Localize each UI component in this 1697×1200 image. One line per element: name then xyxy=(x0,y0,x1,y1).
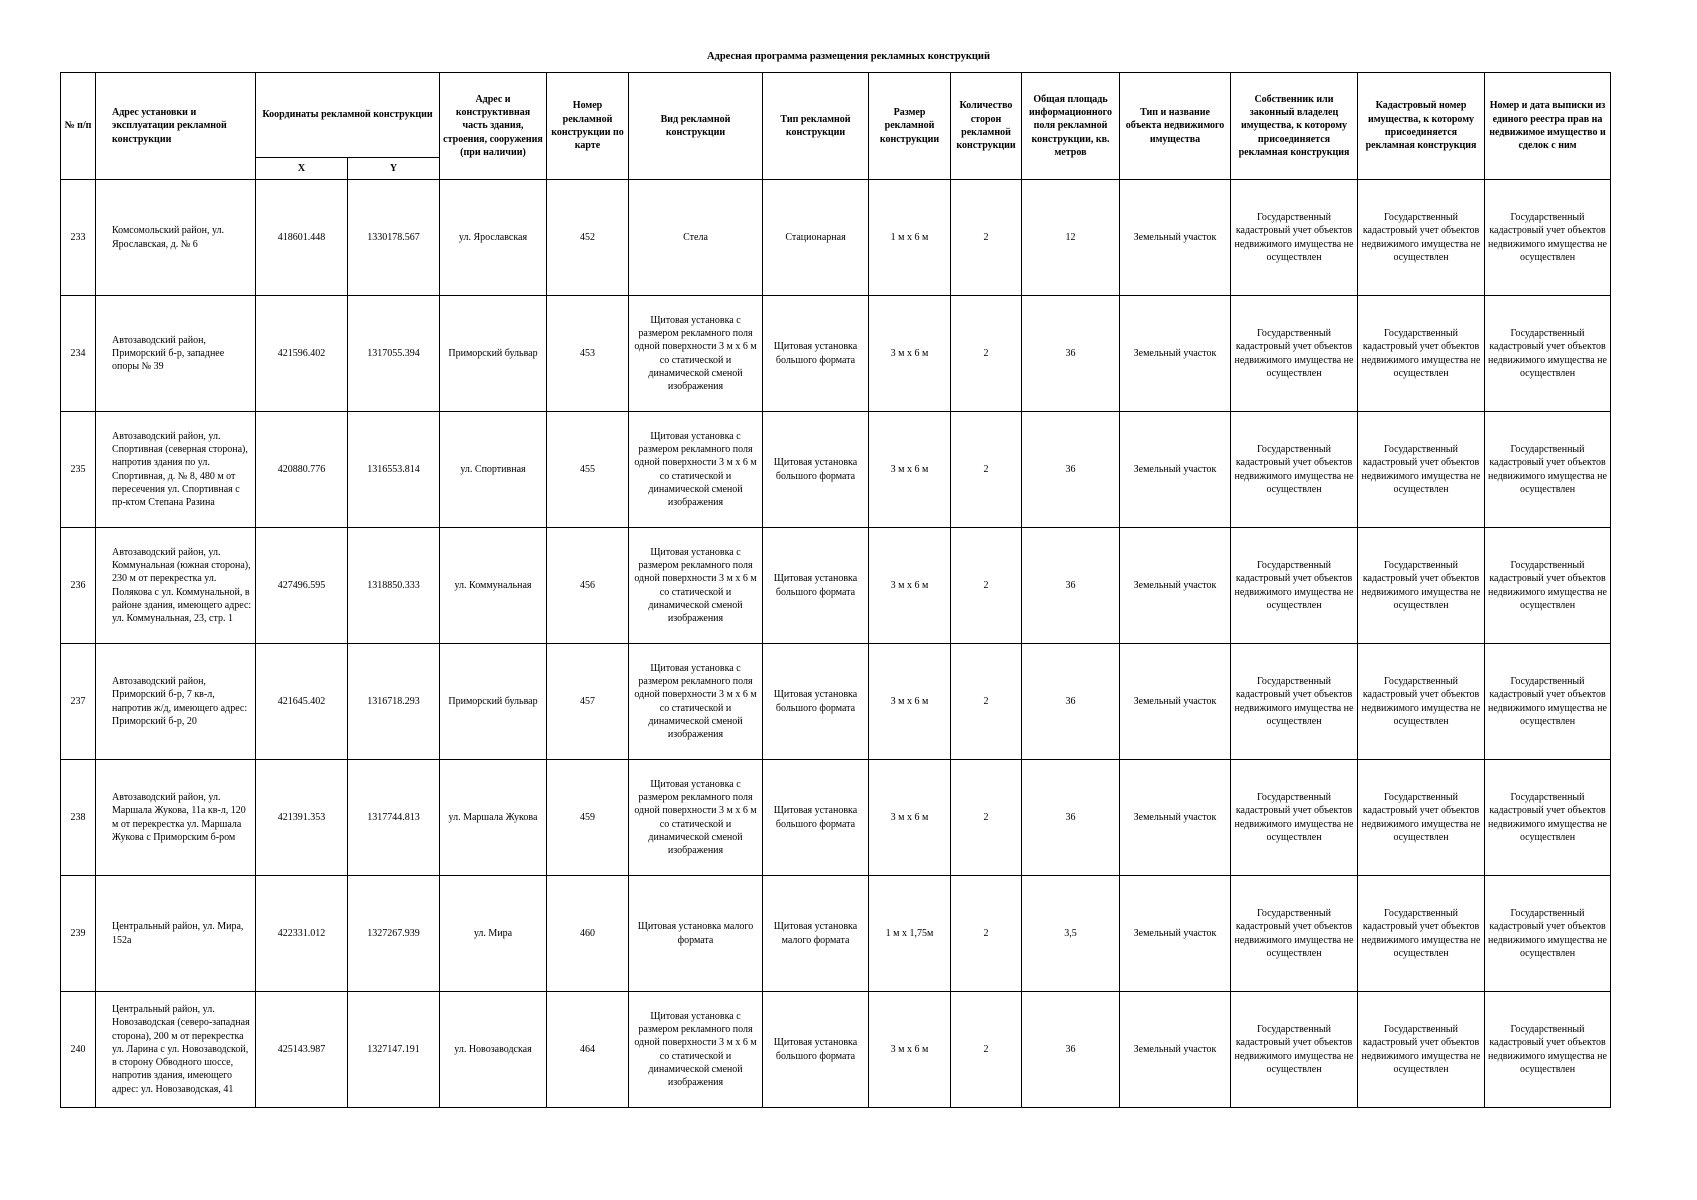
cell-owner: Государственный кадастровый учет объектов недвижимого имущества не осуществлен xyxy=(1231,296,1358,412)
cell-map-no: 457 xyxy=(547,644,629,760)
cell-building: ул. Спортивная xyxy=(440,412,547,528)
header-address: Адрес установки и эксплуатации рекламной конструкции xyxy=(96,73,256,180)
cell-y: 1316553.814 xyxy=(348,412,440,528)
cell-area: 36 xyxy=(1022,296,1120,412)
cell-y: 1318850.333 xyxy=(348,528,440,644)
header-building: Адрес и конструктивная часть здания, строения, сооружения (при наличии) xyxy=(440,73,547,180)
cell-type: Щитовая установка большого формата xyxy=(763,412,869,528)
cell-cadastral: Государственный кадастровый учет объектов недвижимого имущества не осуществлен xyxy=(1358,644,1485,760)
table-row xyxy=(61,180,1611,296)
cell-sides: 2 xyxy=(951,412,1022,528)
cell-building: ул. Ярославская xyxy=(440,180,547,296)
cell-area: 36 xyxy=(1022,412,1120,528)
cell-size: 1 м х 6 м xyxy=(869,180,951,296)
cell-address: Автозаводский район, Приморский б-р, западнее опоры № 39 xyxy=(96,296,256,412)
cell-object: Земельный участок xyxy=(1120,180,1231,296)
header-sides: Количество сторон рекламной конструкции xyxy=(951,73,1022,180)
cell-extract: Государственный кадастровый учет объектов недвижимого имущества не осуществлен xyxy=(1485,412,1611,528)
cell-extract: Государственный кадастровый учет объектов недвижимого имущества не осуществлен xyxy=(1485,644,1611,760)
cell-owner: Государственный кадастровый учет объектов недвижимого имущества не осуществлен xyxy=(1231,644,1358,760)
cell-address: Центральный район, ул. Мира, 152а xyxy=(96,876,256,992)
cell-x: 421596.402 xyxy=(256,296,348,412)
cell-kind: Щитовая установка с размером рекламного поля одной поверхности 3 м х 6 м со статической и динамической сменой изображения xyxy=(629,992,763,1108)
cell-size: 3 м х 6 м xyxy=(869,760,951,876)
cell-area: 36 xyxy=(1022,644,1120,760)
cell-sides: 2 xyxy=(951,644,1022,760)
cell-map-no: 456 xyxy=(547,528,629,644)
cell-area: 3,5 xyxy=(1022,876,1120,992)
cell-type: Щитовая установка большого формата xyxy=(763,992,869,1108)
cell-cadastral: Государственный кадастровый учет объектов недвижимого имущества не осуществлен xyxy=(1358,528,1485,644)
cell-owner: Государственный кадастровый учет объектов недвижимого имущества не осуществлен xyxy=(1231,412,1358,528)
cell-type: Стационарная xyxy=(763,180,869,296)
advertising-structures-table xyxy=(60,72,1611,1108)
cell-address: Центральный район, ул. Новозаводская (северо-западная сторона), 200 м от перекрестка ул. Ларина с ул. Новозаводской, в сторону Обводного шоссе, напротив здания, имеющего адрес: ул. Новозаводская, 41 xyxy=(96,992,256,1108)
table-row xyxy=(61,528,1611,644)
cell-num: 236 xyxy=(61,528,96,644)
cell-cadastral: Государственный кадастровый учет объектов недвижимого имущества не осуществлен xyxy=(1358,760,1485,876)
cell-x: 420880.776 xyxy=(256,412,348,528)
header-coords: Координаты рекламной конструкции xyxy=(256,73,440,158)
cell-extract: Государственный кадастровый учет объектов недвижимого имущества не осуществлен xyxy=(1485,296,1611,412)
cell-kind: Щитовая установка с размером рекламного поля одной поверхности 3 м х 6 м со статической и динамической сменой изображения xyxy=(629,528,763,644)
cell-extract: Государственный кадастровый учет объектов недвижимого имущества не осуществлен xyxy=(1485,528,1611,644)
cell-extract: Государственный кадастровый учет объектов недвижимого имущества не осуществлен xyxy=(1485,992,1611,1108)
cell-type: Щитовая установка большого формата xyxy=(763,760,869,876)
header-area: Общая площадь информационного поля рекламной конструкции, кв. метров xyxy=(1022,73,1120,180)
cell-map-no: 464 xyxy=(547,992,629,1108)
cell-extract: Государственный кадастровый учет объектов недвижимого имущества не осуществлен xyxy=(1485,876,1611,992)
cell-object: Земельный участок xyxy=(1120,412,1231,528)
cell-map-no: 453 xyxy=(547,296,629,412)
cell-object: Земельный участок xyxy=(1120,876,1231,992)
header-x: X xyxy=(256,158,348,180)
table-row xyxy=(61,992,1611,1108)
cell-map-no: 452 xyxy=(547,180,629,296)
cell-kind: Щитовая установка с размером рекламного поля одной поверхности 3 м х 6 м со статической и динамической сменой изображения xyxy=(629,644,763,760)
cell-y: 1317744.813 xyxy=(348,760,440,876)
cell-x: 421645.402 xyxy=(256,644,348,760)
cell-area: 36 xyxy=(1022,760,1120,876)
cell-address: Автозаводский район, ул. Маршала Жукова, 11а кв-л, 120 м от перекрестка ул. Маршала Жукова с Приморским б-ром xyxy=(96,760,256,876)
cell-type: Щитовая установка большого формата xyxy=(763,644,869,760)
cell-num: 234 xyxy=(61,296,96,412)
cell-building: Приморский бульвар xyxy=(440,296,547,412)
cell-building: ул. Мира xyxy=(440,876,547,992)
table-row xyxy=(61,412,1611,528)
cell-address: Автозаводский район, ул. Коммунальная (южная сторона), 230 м от перекрестка ул. Полякова с ул. Коммунальной, в районе здания, имеющего адрес: ул. Коммунальная, 23, стр. 1 xyxy=(96,528,256,644)
cell-sides: 2 xyxy=(951,528,1022,644)
cell-type: Щитовая установка большого формата xyxy=(763,296,869,412)
cell-object: Земельный участок xyxy=(1120,644,1231,760)
header-num: № п/п xyxy=(61,73,96,180)
header-object: Тип и название объекта недвижимого имущества xyxy=(1120,73,1231,180)
header-type: Тип рекламной конструкции xyxy=(763,73,869,180)
cell-size: 3 м х 6 м xyxy=(869,412,951,528)
cell-owner: Государственный кадастровый учет объектов недвижимого имущества не осуществлен xyxy=(1231,876,1358,992)
header-y: Y xyxy=(348,158,440,180)
cell-map-no: 459 xyxy=(547,760,629,876)
table-row xyxy=(61,760,1611,876)
cell-x: 418601.448 xyxy=(256,180,348,296)
cell-address: Автозаводский район, Приморский б-р, 7 кв-л, напротив ж/д, имеющего адрес: Приморский б-р, 20 xyxy=(96,644,256,760)
table-row xyxy=(61,644,1611,760)
cell-kind: Щитовая установка с размером рекламного поля одной поверхности 3 м х 6 м со статической и динамической сменой изображения xyxy=(629,296,763,412)
header-size: Размер рекламной конструкции xyxy=(869,73,951,180)
header-map-no: Номер рекламной конструкции по карте xyxy=(547,73,629,180)
cell-type: Щитовая установка большого формата xyxy=(763,528,869,644)
header-extract: Номер и дата выписки из единого реестра прав на недвижимое имущество и сделок с ним xyxy=(1485,73,1611,180)
cell-sides: 2 xyxy=(951,992,1022,1108)
cell-sides: 2 xyxy=(951,760,1022,876)
cell-kind: Щитовая установка с размером рекламного поля одной поверхности 3 м х 6 м со статической и динамической сменой изображения xyxy=(629,760,763,876)
cell-y: 1316718.293 xyxy=(348,644,440,760)
cell-extract: Государственный кадастровый учет объектов недвижимого имущества не осуществлен xyxy=(1485,760,1611,876)
cell-sides: 2 xyxy=(951,876,1022,992)
cell-type: Щитовая установка малого формата xyxy=(763,876,869,992)
cell-cadastral: Государственный кадастровый учет объектов недвижимого имущества не осуществлен xyxy=(1358,412,1485,528)
cell-size: 3 м х 6 м xyxy=(869,992,951,1108)
cell-building: ул. Коммунальная xyxy=(440,528,547,644)
header-cadastral: Кадастровый номер имущества, к которому присоединяется рекламная конструкция xyxy=(1358,73,1485,180)
cell-owner: Государственный кадастровый учет объектов недвижимого имущества не осуществлен xyxy=(1231,180,1358,296)
cell-num: 239 xyxy=(61,876,96,992)
header-owner: Собственник или законный владелец имущества, к которому присоединяется рекламная конструкция xyxy=(1231,73,1358,180)
cell-cadastral: Государственный кадастровый учет объектов недвижимого имущества не осуществлен xyxy=(1358,180,1485,296)
cell-address: Автозаводский район, ул. Спортивная (северная сторона), напротив здания по ул. Спортивная, д. № 8, 480 м от пересечения ул. Спортивная с пр-ктом Степана Разина xyxy=(96,412,256,528)
cell-object: Земельный участок xyxy=(1120,760,1231,876)
cell-size: 3 м х 6 м xyxy=(869,296,951,412)
cell-address: Комсомольский район, ул. Ярославская, д. № 6 xyxy=(96,180,256,296)
cell-owner: Государственный кадастровый учет объектов недвижимого имущества не осуществлен xyxy=(1231,760,1358,876)
cell-size: 1 м х 1,75м xyxy=(869,876,951,992)
cell-sides: 2 xyxy=(951,180,1022,296)
table-row xyxy=(61,296,1611,412)
cell-y: 1327267.939 xyxy=(348,876,440,992)
cell-owner: Государственный кадастровый учет объектов недвижимого имущества не осуществлен xyxy=(1231,528,1358,644)
header-kind: Вид рекламной конструкции xyxy=(629,73,763,180)
cell-size: 3 м х 6 м xyxy=(869,644,951,760)
cell-x: 425143.987 xyxy=(256,992,348,1108)
cell-x: 422331.012 xyxy=(256,876,348,992)
cell-x: 421391.353 xyxy=(256,760,348,876)
cell-cadastral: Государственный кадастровый учет объектов недвижимого имущества не осуществлен xyxy=(1358,296,1485,412)
table-row xyxy=(61,876,1611,992)
cell-object: Земельный участок xyxy=(1120,528,1231,644)
cell-kind: Щитовая установка малого формата xyxy=(629,876,763,992)
cell-y: 1317055.394 xyxy=(348,296,440,412)
cell-building: ул. Новозаводская xyxy=(440,992,547,1108)
cell-map-no: 455 xyxy=(547,412,629,528)
cell-object: Земельный участок xyxy=(1120,992,1231,1108)
cell-area: 36 xyxy=(1022,528,1120,644)
cell-num: 240 xyxy=(61,992,96,1108)
cell-size: 3 м х 6 м xyxy=(869,528,951,644)
page-title: Адресная программа размещения рекламных конструкций xyxy=(706,51,991,62)
cell-building: ул. Маршала Жукова xyxy=(440,760,547,876)
cell-num: 233 xyxy=(61,180,96,296)
cell-building: Приморский бульвар xyxy=(440,644,547,760)
cell-owner: Государственный кадастровый учет объектов недвижимого имущества не осуществлен xyxy=(1231,992,1358,1108)
cell-kind: Щитовая установка с размером рекламного поля одной поверхности 3 м х 6 м со статической и динамической сменой изображения xyxy=(629,412,763,528)
cell-extract: Государственный кадастровый учет объектов недвижимого имущества не осуществлен xyxy=(1485,180,1611,296)
cell-y: 1327147.191 xyxy=(348,992,440,1108)
cell-y: 1330178.567 xyxy=(348,180,440,296)
cell-num: 238 xyxy=(61,760,96,876)
cell-map-no: 460 xyxy=(547,876,629,992)
cell-area: 12 xyxy=(1022,180,1120,296)
cell-object: Земельный участок xyxy=(1120,296,1231,412)
cell-num: 237 xyxy=(61,644,96,760)
cell-sides: 2 xyxy=(951,296,1022,412)
cell-cadastral: Государственный кадастровый учет объектов недвижимого имущества не осуществлен xyxy=(1358,992,1485,1108)
cell-cadastral: Государственный кадастровый учет объектов недвижимого имущества не осуществлен xyxy=(1358,876,1485,992)
cell-area: 36 xyxy=(1022,992,1120,1108)
cell-x: 427496.595 xyxy=(256,528,348,644)
cell-kind: Стела xyxy=(629,180,763,296)
cell-num: 235 xyxy=(61,412,96,528)
